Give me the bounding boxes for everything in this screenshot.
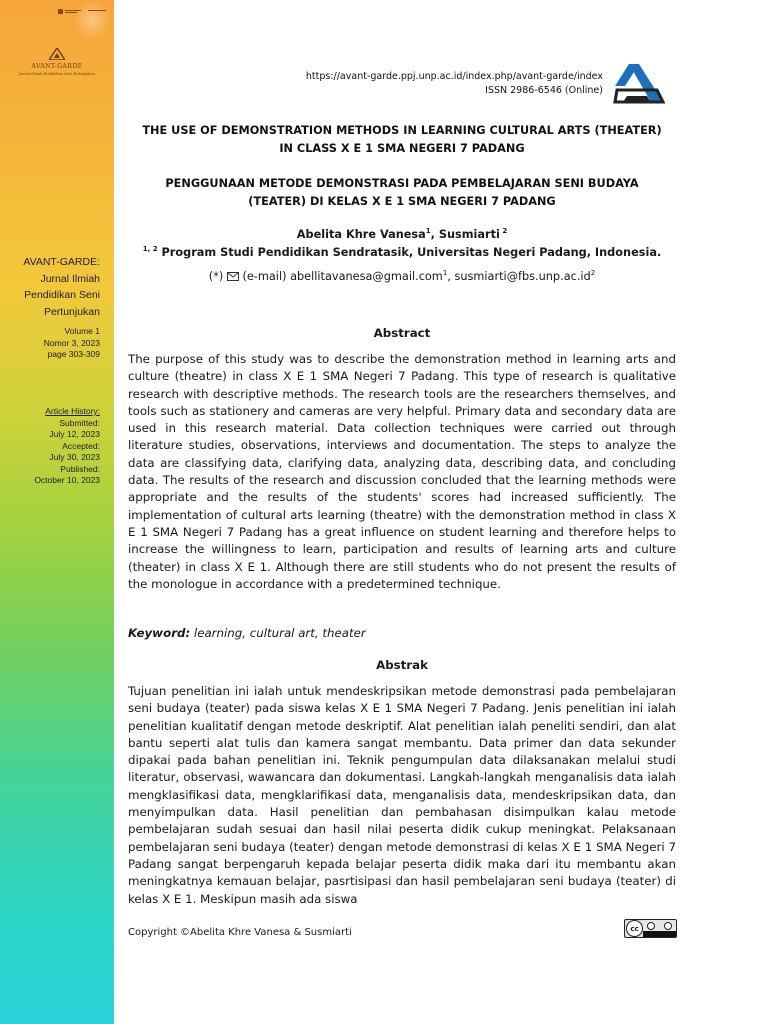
keyword-label: Keyword: bbox=[128, 626, 191, 640]
sidebar-brand: AVANT-GARDE bbox=[31, 63, 83, 70]
author-name: Abelita Khre Vanesa bbox=[296, 228, 426, 241]
history-date: July 30, 2023 bbox=[49, 452, 100, 462]
history-date: October 10, 2023 bbox=[34, 475, 100, 485]
affiliation-superscript: 1, 2 bbox=[142, 245, 158, 254]
copyright-line: Copyright ©Abelita Khre Vanesa & Susmiarti bbox=[128, 927, 352, 938]
issn-text: ISSN 2986-6546 (Online) bbox=[485, 84, 603, 96]
cc-circle-icon: cc bbox=[626, 920, 643, 937]
sidebar-top-logos bbox=[58, 6, 110, 20]
affiliation-text: Program Studi Pendidikan Sendratasik, Universitas Negeri Padang, Indonesia. bbox=[157, 246, 662, 259]
journal-line: AVANT-GARDE: bbox=[23, 256, 100, 268]
author-separator: , bbox=[430, 228, 439, 241]
volume-line: Volume 1 bbox=[64, 326, 100, 336]
sidebar-brand-subtitle: Jurnal Ilmiah Pendidikan Seni Pertunjukan bbox=[19, 72, 95, 76]
author-superscript: 1 bbox=[425, 227, 431, 236]
journal-sidebar bbox=[0, 0, 114, 1024]
title-line: IN CLASS X E 1 SMA NEGERI 7 PADANG bbox=[279, 142, 525, 155]
mail-icon bbox=[227, 272, 239, 281]
affiliation-line bbox=[128, 244, 676, 261]
sidebar-journal-name bbox=[23, 254, 100, 320]
author-line bbox=[128, 226, 676, 243]
title-line: PENGGUNAAN METODE DEMONSTRASI PADA PEMBELAJARAN SENI BUDAYA bbox=[165, 177, 639, 190]
cc-license-parts bbox=[643, 920, 676, 937]
history-date: July 12, 2023 bbox=[49, 429, 100, 439]
title-line: THE USE OF DEMONSTRATION METHODS IN LEARNING CULTURAL ARTS (THEATER) bbox=[142, 124, 662, 137]
email-address[interactable]: (e-mail) abellitavanesa@gmail.com bbox=[238, 270, 443, 283]
abstrak-heading: Abstrak bbox=[376, 658, 428, 672]
journal-line: Jurnal Ilmiah bbox=[40, 272, 100, 285]
sidebar-logo-icon bbox=[49, 48, 65, 60]
sidebar-article-history bbox=[34, 406, 100, 487]
journal-url-link[interactable]: https://avant-garde.ppj.unp.ac.id/index.php/avant-garde/index bbox=[305, 71, 603, 82]
corresponding-marker: (*) bbox=[208, 270, 227, 283]
author-superscript: 2 bbox=[499, 227, 508, 236]
history-label: Submitted: bbox=[59, 417, 100, 428]
abstract-english-text: The purpose of this study was to describe the demonstration method in learning arts and culture (theatre) in class X E 1 SMA Negeri 7 Padang. This type of research is qualitative research with descriptive methods. The research tools are the researchers themselves, and tools such as stationery and cameras are very helpful. Primary data and secondary data are used in this research material. Data collection techniques were carried out through literature studies, observations, interviews and documentation. The steps to analyze the data are classifying data, clarifying data, analyzing data, describing data, and concluding data. The results of the research and discussion concluded that the learning methods were appropriate and the results of the students' scores had increased sufficiently. The implementation of cultural arts learning (theatre) with the demonstration method in class X E 1 SMA Negeri 7 Padang has a great influence on student learning and therefore helps to increase the willingness to learn, participation and results of learning arts and culture (theater) in class X E 1. Although there are still students who do not present the results of the monologue in accordance with a predetermined technique. bbox=[128, 352, 676, 591]
abstract-heading: Abstract bbox=[373, 326, 431, 340]
email-superscript: 1 bbox=[442, 269, 448, 278]
abstrak-indonesian-text: Tujuan penelitian ini ialah untuk mendeskripsikan metode demonstrasi pada pembelajaran seni budaya (teater) pada siswa kelas X E 1 SMA Negeri 7 Padang. Jenis penelitian ini ialah penelitian kualitatif dengan metode deskriptif. Alat penelitian ialah peneliti sendiri, dan alat bantu seperti alat tulis dan kamera sangat membantu. Data primer dan data sekunder dipakai pada bahan penelitian ini. Teknik pengumpulan data dilaksanakan melalui studi literatur, observasi, wawancara dan dokumentasi. Langkah-langkah menganalisis data ialah mengklasifikasi data, mengklarifikasi data, menganalisis data, mendeskripsikan data, dan menyimpulkan data. Hasil penelitian dan pembahasan disimpulkan kalau metode pembelajaran sudah sesuai dan hasil nilai peserta didik cukup meningkat. Pelaksanaan pembelajaran seni budaya (teater) dengan metode demonstrasi di kelas X E 1 SMA Negeri 7 Padang sangat berpengaruh kepada belajar peserta didik maka dari itu membantu akan meningkatnya kemauan belajar, pasrtisipasi dan hasil pembelajaran seni budaya (teater) di kelas X E 1. Meskipun masih ada siswa bbox=[128, 684, 676, 906]
paper-title-indonesian bbox=[128, 175, 676, 211]
journal-header bbox=[306, 70, 603, 97]
history-label: Accepted: bbox=[62, 440, 100, 451]
sidebar-volume-info bbox=[44, 326, 100, 361]
keyword-list: learning, cultural art, theater bbox=[190, 626, 366, 640]
paper-title-english bbox=[128, 122, 676, 158]
history-title: Article History: bbox=[45, 406, 100, 416]
email-address[interactable]: , susmiarti@fbs.unp.ac.id bbox=[447, 270, 591, 283]
keywords-line bbox=[128, 626, 676, 640]
by-icon bbox=[647, 922, 655, 930]
avant-garde-logo-icon bbox=[613, 62, 665, 104]
email-line bbox=[128, 268, 676, 285]
history-label: Published: bbox=[60, 463, 100, 474]
sa-icon bbox=[664, 922, 672, 930]
pages-line: page 303-309 bbox=[47, 349, 100, 359]
cc-by-sa-icon[interactable] bbox=[624, 919, 677, 938]
journal-line: Pertunjukan bbox=[43, 305, 100, 318]
issue-line: Nomor 3, 2023 bbox=[43, 337, 100, 348]
journal-line: Pendidikan Seni bbox=[24, 289, 100, 301]
author-name: Susmiarti bbox=[438, 228, 500, 241]
title-line: (TEATER) DI KELAS X E 1 SMA NEGERI 7 PADANG bbox=[248, 195, 556, 208]
email-superscript: 2 bbox=[590, 269, 596, 278]
